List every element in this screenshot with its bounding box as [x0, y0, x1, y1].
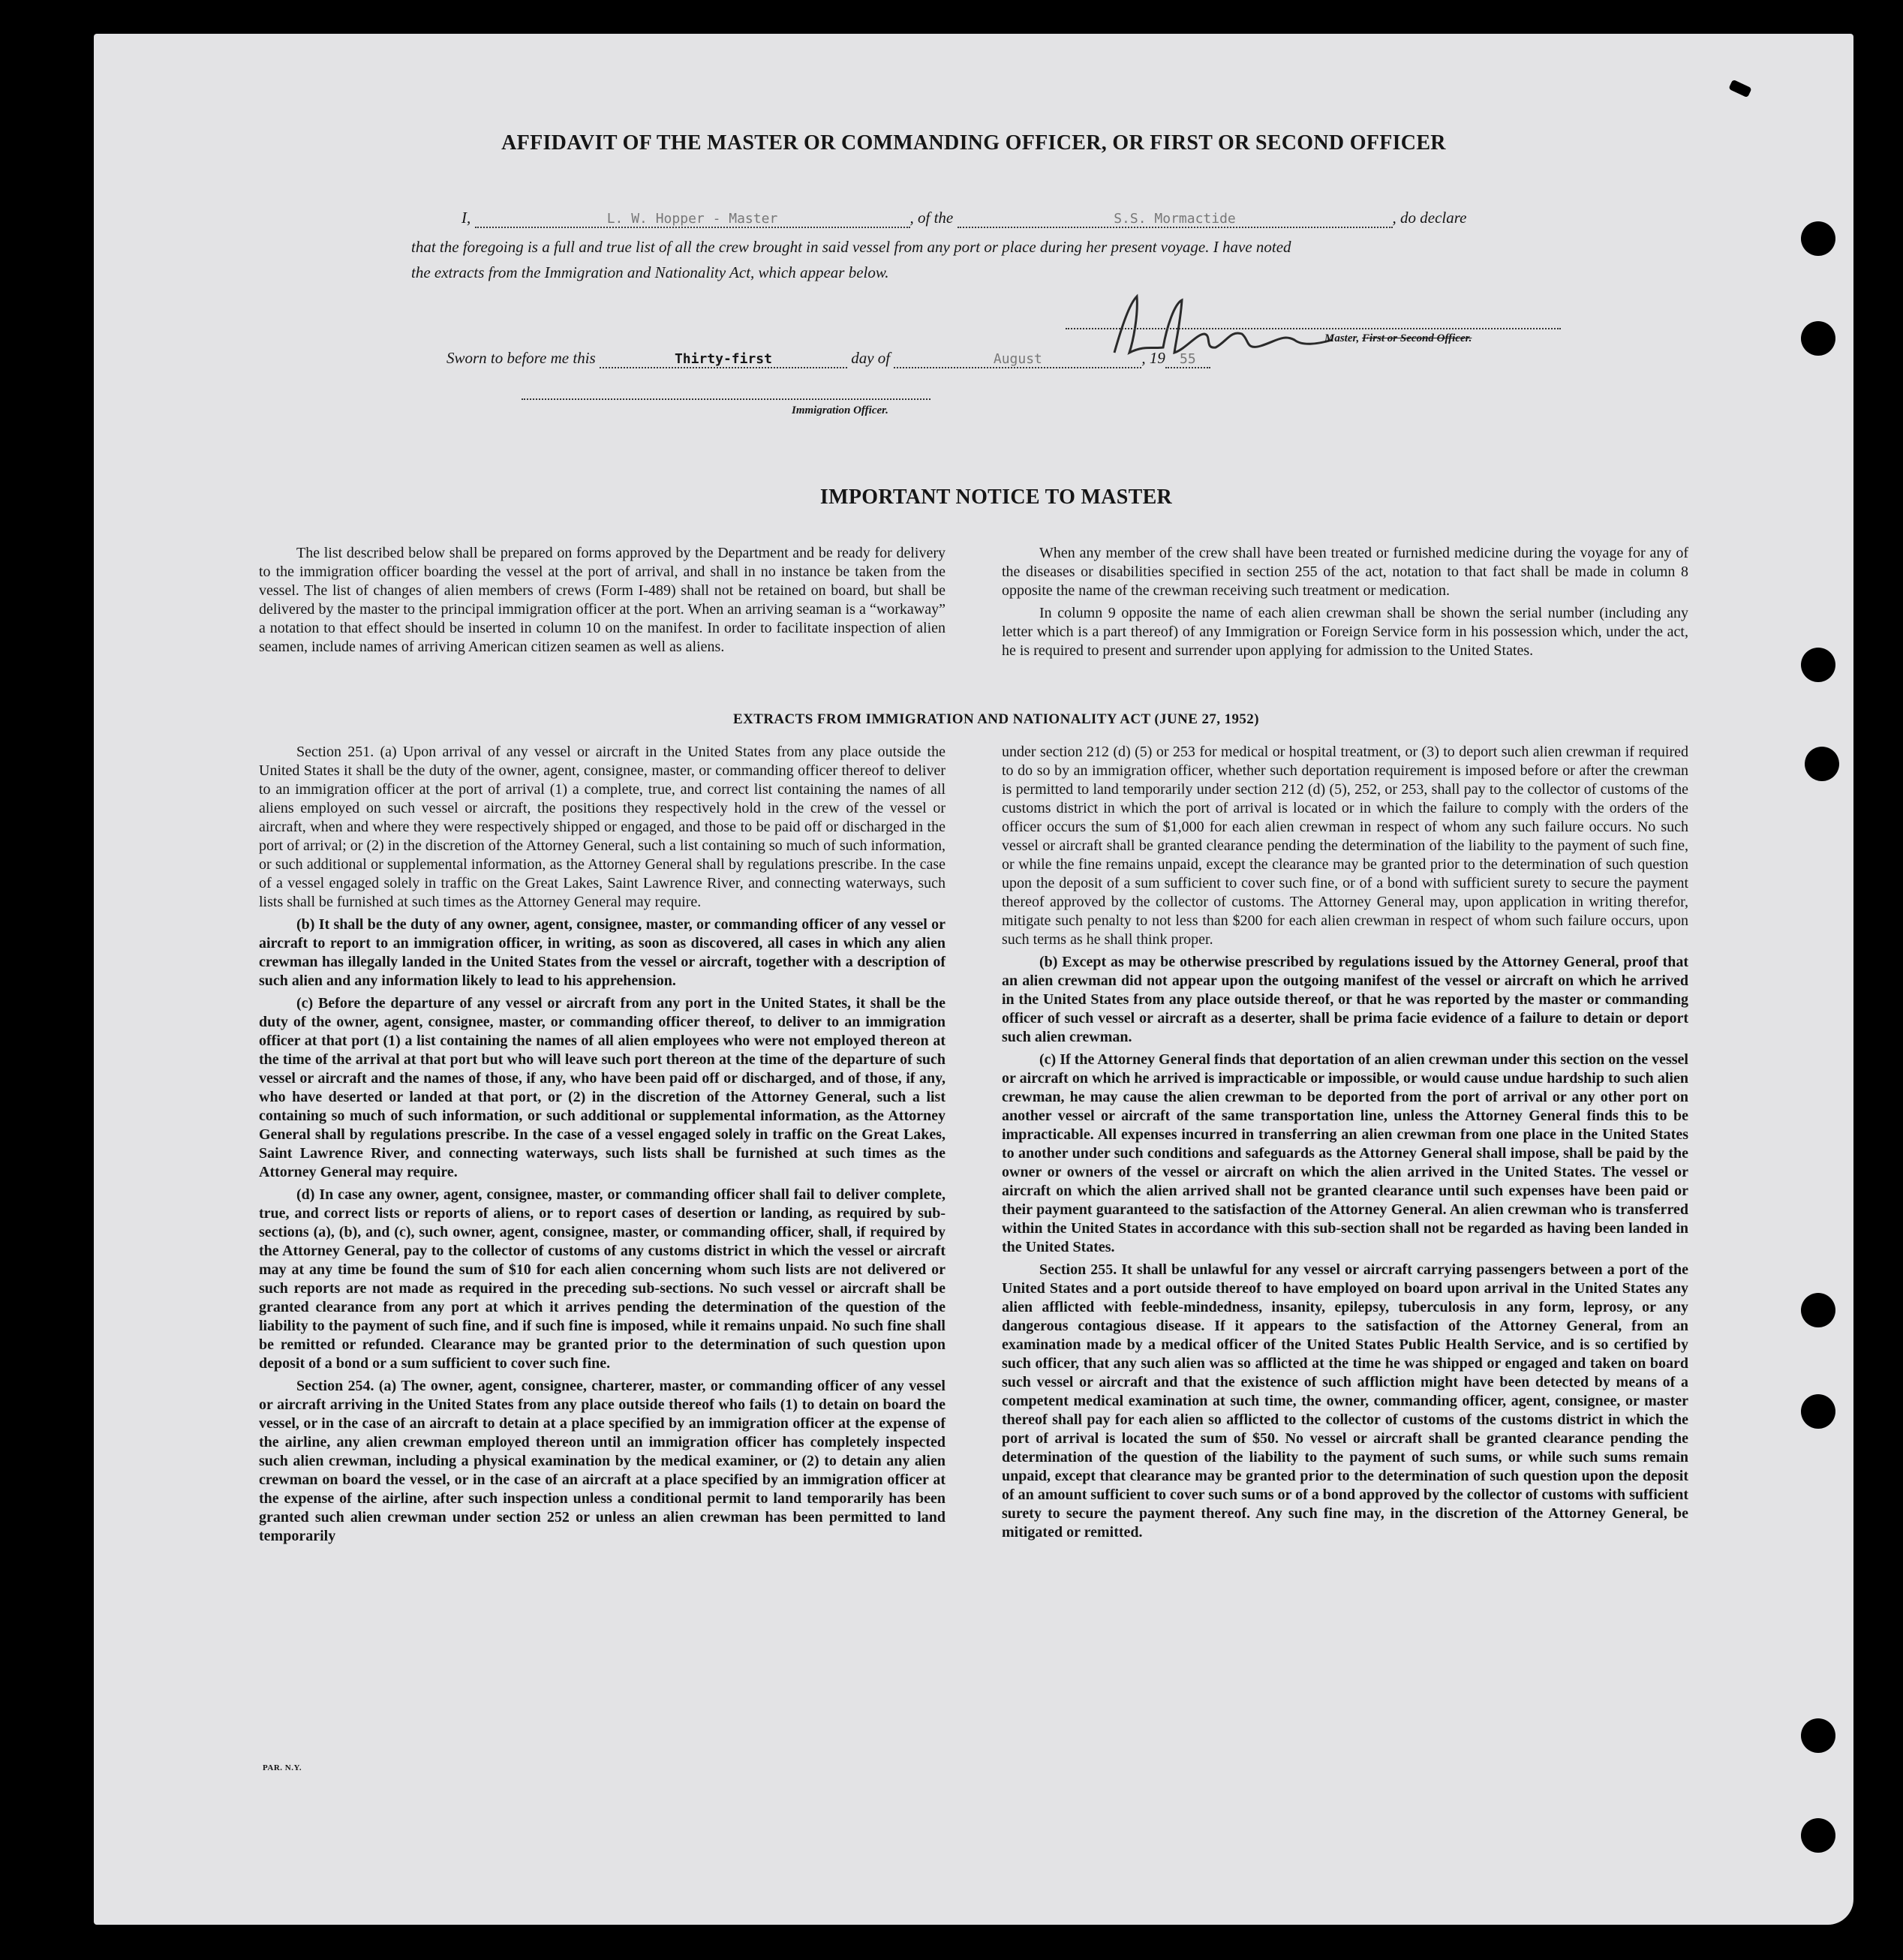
section-paragraph: (c) Before the departure of any vessel or aircraft from any port in the United States, it shall be the duty of the owner, agent, consignee, master, or commanding officer thereof, to deliver to an immigration officer at that port (1) a list containing the names of all alien employees who were not employed thereon at the time of the arrival at that port but who will leave such port thereon at the time of the departure of such vessel or aircraft and the names of those, if any, who have been paid off or discharged, and of those, if any, who have deserted or landed at that port, or (2) in the discretion of the Attorney General, such a list containing so much of such information, or such additional or supplemental information, as the Attorney General shall by regulations prescribe. In the case of a vessel engaged solely in traffic on the Great Lakes, Saint Lawrence River, and connecting waterways, such lists shall be furnished at such times as the Attorney General may require. — [259, 995, 945, 1180]
signature-line — [1066, 328, 1561, 329]
extracts-left-column — [259, 743, 945, 1550]
printer-mark: PAR. N.Y. — [263, 1763, 302, 1772]
section-paragraph: Section 251. (a) Upon arrival of any vessel or aircraft in the United States from any place outside the United States it shall be the duty of the owner, agent, consignee, master, or commanding officer thereof to deliver to an immigration officer at the port of arrival (1) a complete, true, and correct list containing the names of all aliens employed on such vessel or aircraft, the positions they respectively hold in the crew of the vessel or aircraft, when and where they were respectively shipped or engaged, and those to be paid off or discharged in the port of arrival; or (2) in the discretion of the Attorney General, such a list containing so much of such information, or such additional or supplemental information, as the Attorney General shall by regulations prescribe. In the case of a vessel engaged solely in traffic on the Great Lakes, Saint Lawrence River, and connecting waterways, such lists shall be furnished at such times as the Attorney General may require. — [259, 744, 945, 910]
binder-hole — [1801, 1394, 1835, 1429]
immigration-officer-label: Immigration Officer. — [792, 404, 888, 416]
section-paragraph: (d) In case any owner, agent, consignee, master, or commanding officer shall fail to deliver complete, true, and correct lists or reports of aliens, or to report cases of desertion or landing, as required by sub-sections (a), (b), and (c), such owner, agent, consignee, master, or commanding officer, shall, if required by the Attorney General, pay to the collector of customs of any customs district in which the vessel or aircraft may at any time be found the sum of $10 for each alien concerning whom such lists are not delivered or such reports are not made as required in the preceding sub-sections. No such vessel or aircraft shall be granted clearance from any port at which it arrives pending the determination of the question of the liability to the payment of such fine, and if such fine is imposed, while it remains unpaid. No such fine shall be remitted or refunded. Clearance may be granted prior to the determination of such question upon deposit of a bond or a sum sufficient to cover such fine. — [259, 1186, 945, 1372]
section-paragraph: under section 212 (d) (5) or 253 for medical or hospital treatment, or (3) to deport such alien crewman if required to do so by an immigration officer, whether such deportation requirement is imposed before or after the crewman is permitted to land temporarily under section 212 (d) (5), 252, or 253, shall pay to the collector of customs of the customs district in which the port of arrival is located or in which the failure to comply with the orders of the officer occurs the sum of $1,000 for each alien crewman in respect of whom any such failure occurs. No such vessel or aircraft shall be granted clearance pending the determination of the liability to the payment of such fine, or while the fine remains unpaid, except the clearance may be granted prior to the determination of such question upon the deposit of a sum sufficient to cover such fine, or of a bond with sufficient surety to secure the payment thereof approved by the collector of customs. The Attorney General may, upon application in writing therefor, mitigate such penalty to not less than $200 for each alien crewman in respect of whom such failure occurs, upon such terms as he shall think proper. — [1002, 744, 1688, 948]
declaration-line: I, L. W. Hopper - Master , of the S.S. Mormactide , do declare — [461, 209, 1467, 227]
master-signature-label: Master, First or Second Officer. — [1324, 332, 1472, 344]
master-name-field: L. W. Hopper - Master — [475, 211, 910, 228]
vessel-name-field: S.S. Mormactide — [958, 211, 1393, 228]
sworn-line: Sworn to before me this Thirty-first day of August , 19 55 — [446, 349, 1210, 368]
binder-hole — [1801, 321, 1835, 356]
section-paragraph: (c) If the Attorney General finds that deportation of an alien crewman under this section on the vessel or aircraft on which he arrived is impracticable or impossible, or would cause undue hardship to such alien crewman, he may cause the alien crewman to be deported from the port of arrival or any other port on another vessel or aircraft of the same transportation line, unless the Attorney General finds this to be impracticable. All expenses incurred in transferring an alien crewman from one place in the United States to another under such conditions and safeguards as the Attorney General shall impose, shall be paid by the owner or owners of the vessel or aircraft on which the alien arrived in the United States. The vessel or aircraft on which the alien arrived shall not be granted clearance until such expenses have been paid or their payment guaranteed to the satisfaction of the Attorney General. An alien crewman who is transferred within the United States in accordance with this sub-section shall not be regarded as having been landed in the United States. — [1002, 1051, 1688, 1255]
notice-right-column — [1002, 544, 1688, 664]
section-paragraph: (b) Except as may be otherwise prescribed by regulations issued by the Attorney General, proof that an alien crewman did not appear upon the outgoing manifest of the vessel or aircraft on which he arrived in the United States from any place outside thereof, or that he was reported by the master or commanding officer of such vessel or aircraft as a deserter, shall be prima facie evidence of a failure to detain or deport such alien crewman. — [1002, 954, 1688, 1045]
notice-paragraph: The list described below shall be prepared on forms approved by the Department and be ready for delivery to the immigration officer boarding the vessel at the port of arrival, and shall in no instance be taken from the vessel. The list of changes of alien members of crews (Form I-489) shall not be retained on board, but shall be delivered by the master to the principal immigration officer at the port. When an arriving seaman is a “workaway” a notation to that effect should be inserted in column 10 on the manifest. In order to facilitate inspection of alien seamen, include names of arriving American citizen seamen as well as aliens. — [259, 545, 945, 655]
binder-hole — [1805, 747, 1839, 781]
binder-hole — [1801, 221, 1835, 256]
affidavit-title: AFFIDAVIT OF THE MASTER OR COMMANDING OFFICER, OR FIRST OR SECOND OFFICER — [501, 131, 1446, 155]
sworn-year-field: 55 — [1165, 351, 1210, 368]
declaration-body-2: the extracts from the Immigration and Nationality Act, which appear below. — [411, 263, 889, 281]
binder-hole — [1801, 1718, 1835, 1753]
notice-paragraph: In column 9 opposite the name of each alien crewman shall be shown the serial number (including any letter which is a part thereof) of any Immigration or Foreign Service form in his possession which, under the act, he is required to present and surrender upon applying for admission to the United States. — [1002, 605, 1688, 659]
binder-hole — [1801, 1818, 1835, 1853]
extracts-title: EXTRACTS FROM IMMIGRATION AND NATIONALITY ACT (JUNE 27, 1952) — [733, 711, 1259, 727]
section-paragraph: (b) It shall be the duty of any owner, agent, consignee, master, or commanding officer of any vessel or aircraft to report to an immigration officer, in writing, as soon as discovered, all cases in which any alien crewman has illegally landed in the United States from the vessel or aircraft, together with a description of such alien and any information likely to lead to his apprehension. — [259, 916, 945, 989]
section-paragraph: Section 255. It shall be unlawful for any vessel or aircraft carrying passengers between a port of the United States and a port outside thereof to have employed on board upon arrival in the United States any alien afflicted with feeble-mindedness, insanity, epilepsy, tuberculosis in any form, leprosy, or any dangerous contagious disease. If it appears to the satisfaction of the Attorney General, from an examination made by a medical officer of the United States Public Health Service, and is so certified by such officer, that any such alien was so afflicted at the time he was shipped or engaged and taken on board such vessel or aircraft and that the existence of such affliction might have been detected by means of a competent medical examination at such time, the owner, commanding officer, agent, consignee, or master thereof shall pay for each alien so afflicted to the collector of customs of the customs district in which the port of arrival is located the sum of $50. No vessel or aircraft shall be granted clearance pending the determination of the question of the liability to the payment of such sums, or while such sums remain unpaid, except that clearance may be granted prior to the determination of such question upon the deposit of an amount sufficient to cover such sums or of a bond approved by the collector of customs with sufficient surety to secure the payment thereof. Any such fine may, in the discretion of the Attorney General, be mitigated or remitted. — [1002, 1261, 1688, 1541]
extracts-right-column — [1002, 743, 1688, 1546]
immigration-officer-line — [522, 398, 930, 400]
sworn-day-field: Thirty-first — [600, 351, 847, 368]
notice-paragraph: When any member of the crew shall have been treated or furnished medicine during the voyage for any of the diseases or disabilities specified in section 255 of the act, notation to that fact shall be made in column 8 opposite the name of the crewman receiving such treatment or medication. — [1002, 545, 1688, 599]
declaration-body-1: that the foregoing is a full and true list of all the crew brought in said vessel from any port or place during her present voyage. I have noted — [411, 238, 1291, 256]
document-page — [94, 34, 1853, 1925]
notice-left-column — [259, 544, 945, 660]
binder-hole — [1801, 1293, 1835, 1327]
ink-blot — [1728, 80, 1751, 98]
sworn-month-field: August — [894, 351, 1141, 368]
notice-title: IMPORTANT NOTICE TO MASTER — [819, 485, 1173, 509]
binder-hole — [1801, 648, 1835, 682]
section-paragraph: Section 254. (a) The owner, agent, consignee, charterer, master, or commanding officer of any vessel or aircraft arriving in the United States from any place outside thereof who fails (1) to detain on board the vessel, or in the case of an aircraft to detain at a place specified by an immigration officer at the expense of the airline, any alien crewman employed thereon until an immigration officer has completely inspected such alien crewman, including a physical examination by the medical examiner, or (2) to detain any alien crewman on board the vessel, or in the case of an aircraft at a place specified by an immigration officer at the expense of the airline, after such inspection unless a conditional permit to land temporarily has been granted such alien crewman under section 252 or unless an alien crewman has been permitted to land temporarily — [259, 1378, 945, 1544]
